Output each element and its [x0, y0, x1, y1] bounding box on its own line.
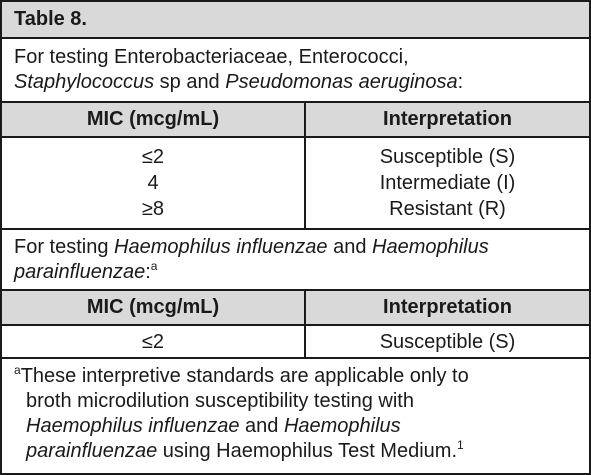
section2-header-row: [2, 289, 589, 324]
section1-mic-column: [2, 138, 304, 228]
section1-intro-line1: For testing Enterobacteriaceae, Enterococci,: [14, 46, 409, 68]
table-row-mic: ≥8: [141, 198, 165, 220]
footnote-line2: broth microdilution susceptibility testing with: [26, 390, 414, 412]
organism-parainfluenzae: parainfluenzae: [14, 261, 146, 283]
organism-haemophilus: Haemophilus: [372, 236, 489, 258]
organism-h-influenzae: Haemophilus influenzae: [114, 236, 328, 258]
footnote-marker: a: [14, 363, 21, 377]
footnote-text-1: These interpretive standards are applicable only to: [20, 365, 469, 387]
section2-intro-line2: [14, 260, 589, 285]
table-row-mic: ≤2: [141, 146, 165, 168]
section2-body: [2, 324, 589, 357]
section1-header-row: [2, 101, 589, 136]
section2-header-mic: MIC (mcg/mL): [86, 296, 220, 318]
footnote-line4: [14, 439, 589, 464]
footnote-line1: [14, 364, 589, 389]
section2-intro-line1: [14, 235, 589, 260]
table-row-mic: ≤2: [141, 331, 165, 353]
footnote-line3: [14, 414, 589, 439]
organism-haemophilus: Haemophilus: [283, 415, 401, 437]
organism-pseudomonas: Pseudomonas aeruginosa: [225, 71, 458, 93]
section2-intro-colon: :: [145, 261, 151, 283]
table-title-text: Table 8.: [14, 8, 87, 30]
table-row-mic: 4: [147, 172, 159, 194]
section1-intro-connector: sp and: [154, 71, 226, 93]
table-footnote: [2, 357, 589, 473]
section2-intro: [2, 228, 589, 289]
section1-body: [2, 136, 589, 228]
section2-intro-lead: For testing: [14, 236, 115, 258]
footnote-connector: and: [239, 415, 284, 437]
section2-header-interpretation: Interpretation: [304, 291, 589, 324]
section1-intro-line2: [14, 70, 589, 95]
footnote-text-4: using Haemophilus Test Medium.: [157, 440, 457, 462]
section1-intro: [2, 37, 589, 101]
section1-intro-colon: :: [457, 71, 464, 93]
section1-header-mic: MIC (mcg/mL): [86, 108, 220, 130]
section1-header-interpretation: Interpretation: [304, 103, 589, 136]
reference-marker: 1: [457, 438, 464, 452]
table-row-interpretation: Intermediate (I): [379, 172, 516, 194]
footnote-marker: a: [150, 259, 158, 273]
table-title: [2, 2, 589, 37]
table-row-interpretation: Susceptible (S): [304, 326, 589, 357]
organism-h-influenzae: Haemophilus influenzae: [26, 415, 240, 437]
organism-parainfluenzae: parainfluenzae: [26, 440, 158, 462]
table-row-interpretation: Resistant (R): [389, 198, 506, 220]
section1-interpretation-column: [304, 138, 589, 228]
table-row-interpretation: Susceptible (S): [379, 146, 516, 168]
organism-staphylococcus: Staphylococcus: [14, 71, 155, 93]
section2-intro-connector: and: [327, 236, 372, 258]
